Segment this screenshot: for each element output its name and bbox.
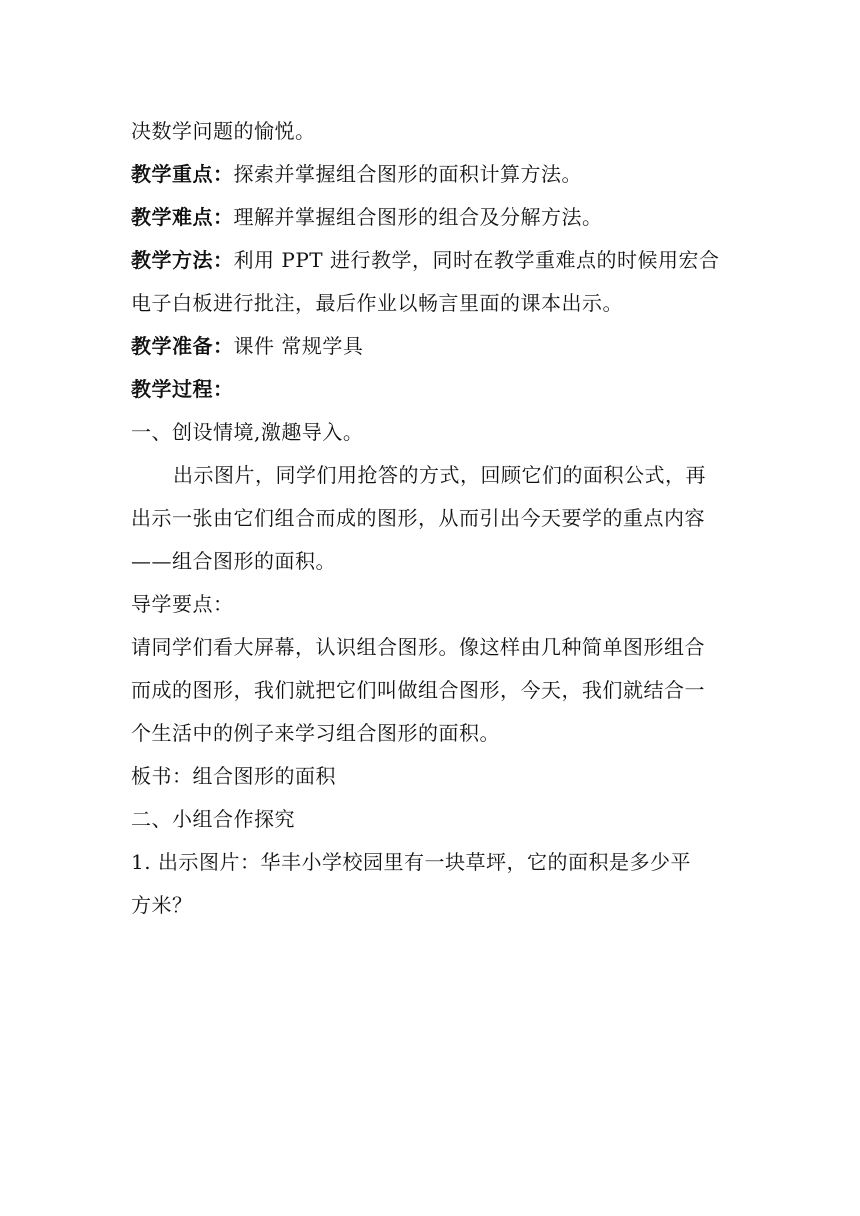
line-text: 个生活中的例子来学习组合图形的面积。 bbox=[131, 721, 500, 745]
paragraph-line bbox=[131, 626, 731, 669]
line-text: 板书：组合图形的面积 bbox=[131, 764, 336, 788]
teaching-focus-text: 探索并掌握组合图形的面积计算方法。 bbox=[233, 162, 582, 186]
teaching-method-line bbox=[131, 239, 731, 282]
line-text: 二、小组合作探究 bbox=[131, 807, 295, 831]
teaching-method-text: 利用 PPT 进行教学，同时在教学重难点的时候用宏合 bbox=[233, 248, 720, 272]
line-text: 出示图片，同学们用抢答的方式，回顾它们的面积公式，再 bbox=[173, 463, 706, 487]
line-text: 1. 出示图片：华丰小学校园里有一块草坪，它的面积是多少平 bbox=[131, 850, 691, 874]
paragraph-line bbox=[131, 497, 731, 540]
teaching-process-label: 教学过程： bbox=[131, 377, 234, 401]
line-text: ——组合图形的面积。 bbox=[131, 549, 336, 573]
line-text: 导学要点： bbox=[131, 592, 234, 616]
teaching-method-label: 教学方法： bbox=[131, 248, 234, 272]
line-text: 出示一张由它们组合而成的图形，从而引出今天要学的重点内容 bbox=[131, 506, 705, 530]
guide-points-heading bbox=[131, 583, 731, 626]
paragraph-line bbox=[131, 454, 731, 497]
line-text: 决数学问题的愉悦。 bbox=[131, 119, 316, 143]
teaching-difficulty-label: 教学难点： bbox=[131, 205, 234, 229]
teaching-preparation-label: 教学准备： bbox=[131, 334, 234, 358]
teaching-preparation-text: 课件 常规学具 bbox=[233, 334, 364, 358]
board-writing-line bbox=[131, 755, 731, 798]
numbered-item-1 bbox=[131, 841, 731, 884]
line-text: 而成的图形，我们就把它们叫做组合图形，今天，我们就结合一 bbox=[131, 678, 705, 702]
line-text: 电子白板进行批注，最后作业以畅言里面的课本出示。 bbox=[131, 291, 623, 315]
teaching-focus-label: 教学重点： bbox=[131, 162, 234, 186]
teaching-focus-line bbox=[131, 153, 731, 196]
teaching-difficulty-line bbox=[131, 196, 731, 239]
line-text: 请同学们看大屏幕，认识组合图形。像这样由几种简单图形组合 bbox=[131, 635, 705, 659]
line-text: 方米？ bbox=[131, 893, 193, 917]
section-heading-1 bbox=[131, 411, 731, 454]
teaching-preparation-line bbox=[131, 325, 731, 368]
section-heading-2 bbox=[131, 798, 731, 841]
paragraph-line bbox=[131, 282, 731, 325]
teaching-difficulty-text: 理解并掌握组合图形的组合及分解方法。 bbox=[233, 205, 603, 229]
paragraph-line bbox=[131, 884, 731, 927]
paragraph-line bbox=[131, 110, 731, 153]
document-body bbox=[131, 110, 731, 927]
paragraph-line bbox=[131, 712, 731, 755]
line-text: 一、创设情境,激趣导入。 bbox=[131, 420, 364, 444]
teaching-process-heading bbox=[131, 368, 731, 411]
paragraph-line bbox=[131, 669, 731, 712]
paragraph-line bbox=[131, 540, 731, 583]
